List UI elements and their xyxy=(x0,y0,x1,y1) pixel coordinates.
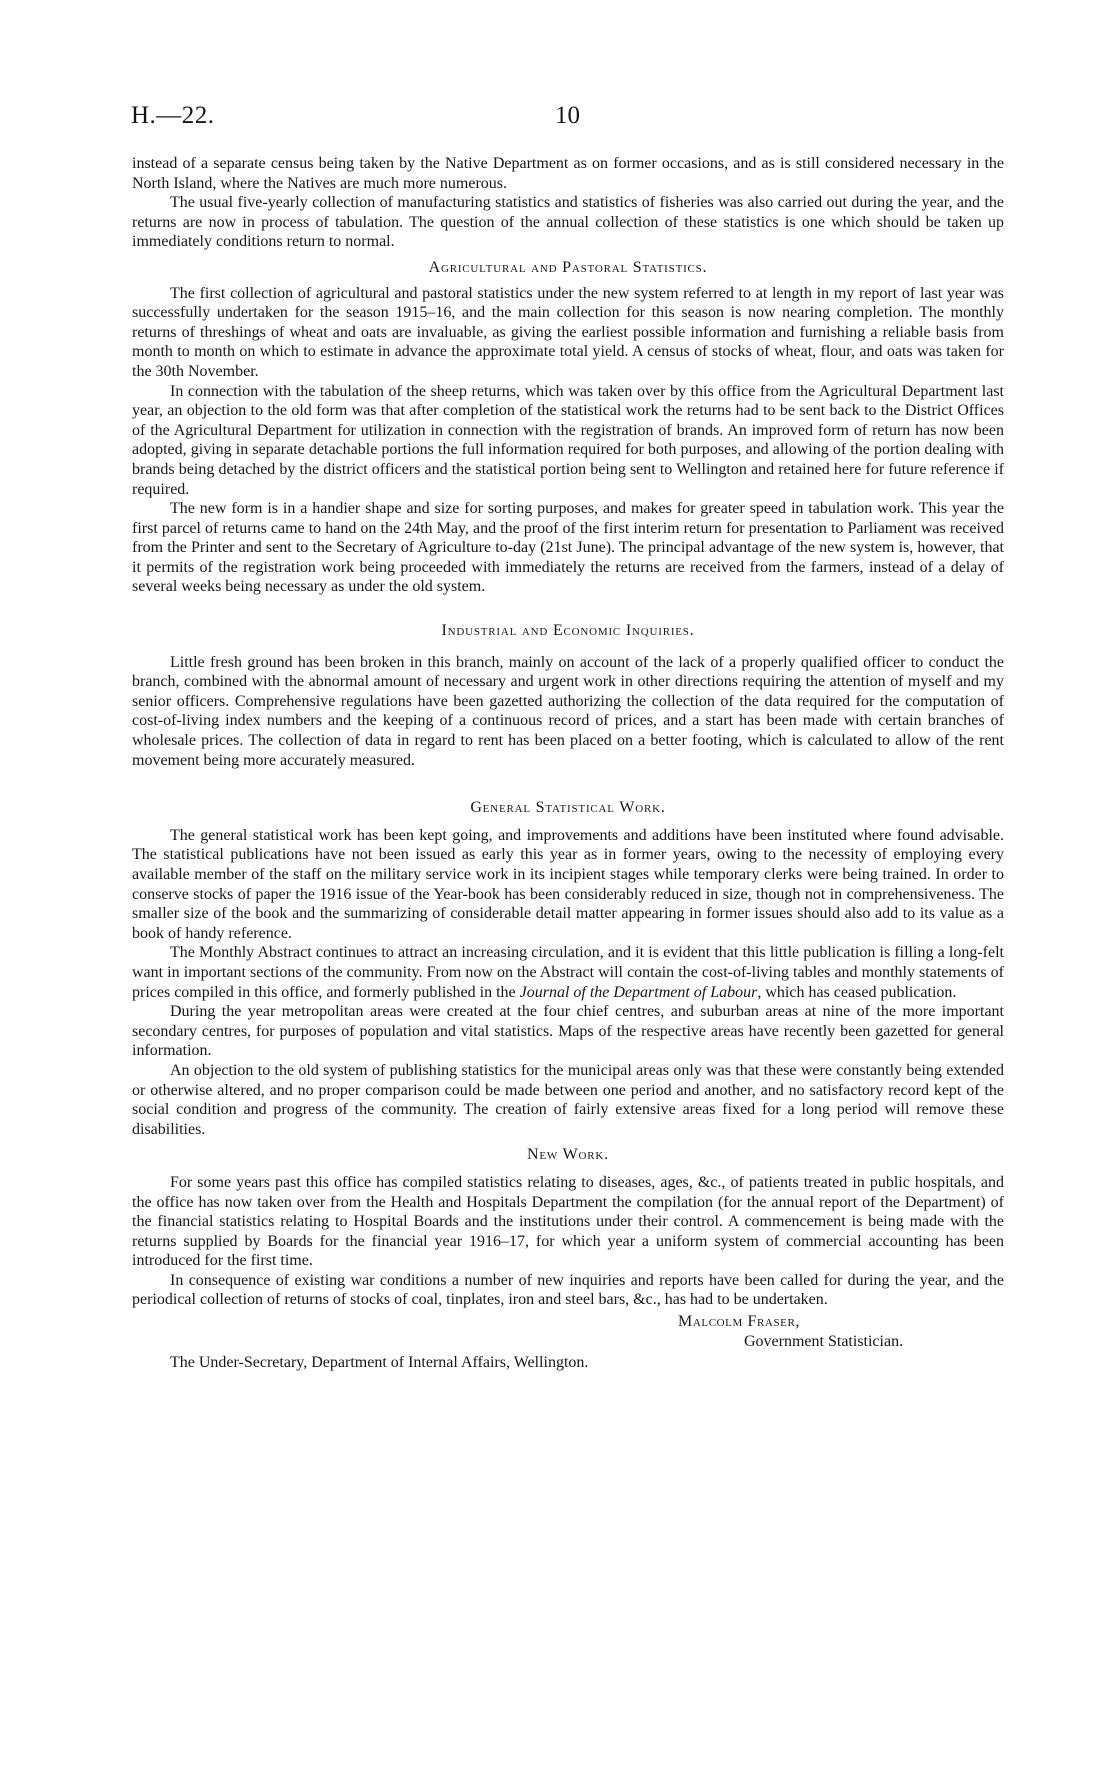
paragraph: The new form is in a handier shape and size for sorting purposes, and makes for greater speed in tabulation work. This year the first parcel of returns came to hand on the 24th May, and the proof of the first interim return for presentation to Parliament was received from the Printer and sent to the Secretary of Agriculture to-day (21st June). The principal advantage of the new system is, however, that it permits of the registration work being proceeded with immediately the returns are received from the farmers, instead of a delay of several weeks being necessary as under the old system. xyxy=(132,500,1004,596)
paragraph-text: , which has ceased publication. xyxy=(757,983,957,1001)
paragraph: An objection to the old system of publishing statistics for the municipal areas only was that these were constantly being extended or otherwise altered, and no proper comparison could be made between one period and another, and no satisfactory record kept of the social condition and progress of the community. The creation of fairly extensive areas fixed for a long period will remove these disabilities. xyxy=(132,1061,1004,1138)
paragraph: During the year metropolitan areas were created at the four chief centres, and suburban areas at nine of the more important secondary centres, for purposes of population and vital statistics. Maps of the respective areas have recently been gazetted for general information. xyxy=(132,1003,1004,1060)
paragraph-text: The Monthly Abstract continues to attract an increasing circulation, and it is evident that this little publication is filling a long-felt want in important sections of the community. From now on the Abstract will contain the cost-of-living tables and monthly statements of prices compiled in this office, and formerly published in the xyxy=(132,944,1004,1001)
paragraph: The first collection of agricultural and pastoral statistics under the new system referred to at length in my report of last year was successfully undertaken for the season 1915–16, and the main collection for this season is now nearing completion. The monthly returns of threshings of wheat and oats are invaluable, as giving the earliest possible information and furnishing a reliable basis from month to month on which to estimate in advance the approximate total yield. A census of stocks of wheat, flour, and oats was taken for the 30th November. xyxy=(132,284,1004,380)
document-code: H.—22. xyxy=(131,102,215,129)
page-header xyxy=(0,102,1114,136)
section-heading-agricultural: Agricultural and Pastoral Statistics. xyxy=(428,258,708,276)
section-heading-industrial: Industrial and Economic Inquiries. xyxy=(441,622,695,640)
signatory-title: Government Statistician. xyxy=(744,1332,904,1350)
journal-title: Journal of the Department of Labour xyxy=(519,983,758,1001)
paragraph: In connection with the tabulation of the sheep returns, which was taken over by this office from the Agricultural Department last year, an objection to the old form was that after completion of the statistical work the returns had to be sent back to the District Offices of the Agricultural Department for utilization in connection with the registration of brands. An improved form of return has now been adopted, giving in separate detachable portions the full information required for both purposes, and allowing of the portion dealing with brands being detached by the district officers and the statistical portion being sent to Wellington and retained here for future reference if required. xyxy=(132,382,1004,498)
addressee: The Under-Secretary, Department of Internal Affairs, Wellington. xyxy=(170,1354,589,1372)
paragraph: instead of a separate census being taken by the Native Department as on former occasions, and as is still considered necessary in the North Island, where the Natives are much more numerous. xyxy=(132,155,1004,192)
report-body xyxy=(132,154,1004,1373)
signature-block xyxy=(132,1312,1004,1351)
paragraph: Little fresh ground has been broken in this branch, mainly on account of the lack of a properly qualified officer to conduct the branch, combined with the abnormal amount of necessary and urgent work in other directions requiring the attention of myself and my senior officers. Comprehensive regulations have been gazetted authorizing the collection of the data required for the computation of cost-of-living index numbers and the keeping of a continuous record of prices, and a start has been made with certain branches of wholesale prices. The collection of data in regard to rent has been placed on a better footing, which is calculated to allow of the rent movement being more accurately measured. xyxy=(132,653,1004,769)
section-heading-new-work: New Work. xyxy=(527,1146,609,1164)
paragraph: The general statistical work has been kept going, and improvements and additions have been instituted where found advisable. The statistical publications have not been issued as early this year as in former years, owing to the necessity of employing every available member of the staff on the military service work in its incipient stages while temporary clerks were being trained. In order to conserve stocks of paper the 1916 issue of the Year-book has been considerably reduced in size, though not in comprehensiveness. The smaller size of the book and the summarizing of considerable detail matter appearing in former issues should also add to its value as a book of handy reference. xyxy=(132,826,1004,942)
paragraph: The usual five-yearly collection of manufacturing statistics and statistics of fisheries was also carried out during the year, and the returns are now in process of tabulation. The question of the annual collection of these statistics is one which should be taken up immediately conditions return to normal. xyxy=(132,194,1004,251)
paragraph: For some years past this office has compiled statistics relating to diseases, ages, &c., of patients treated in public hospitals, and the office has now taken over from the Health and Hospitals Department the compilation (for the annual report of the Department) of the financial statistics relating to Hospital Boards and the institutions under their control. A commencement is being made with the returns supplied by Boards for the financial year 1916–17, for which year a uniform system of commercial accounting has been introduced for the first time. xyxy=(132,1173,1004,1270)
paragraph xyxy=(132,943,1004,1002)
paragraph: In consequence of existing war conditions a number of new inquiries and reports have been called for during the year, and the periodical collection of returns of stocks of coal, tinplates, iron and steel bars, &c., has had to be undertaken. xyxy=(132,1271,1004,1309)
signatory-name: Malcolm Fraser, xyxy=(678,1313,801,1331)
section-heading-general: General Statistical Work. xyxy=(470,799,666,817)
page-number: 10 xyxy=(555,102,580,129)
